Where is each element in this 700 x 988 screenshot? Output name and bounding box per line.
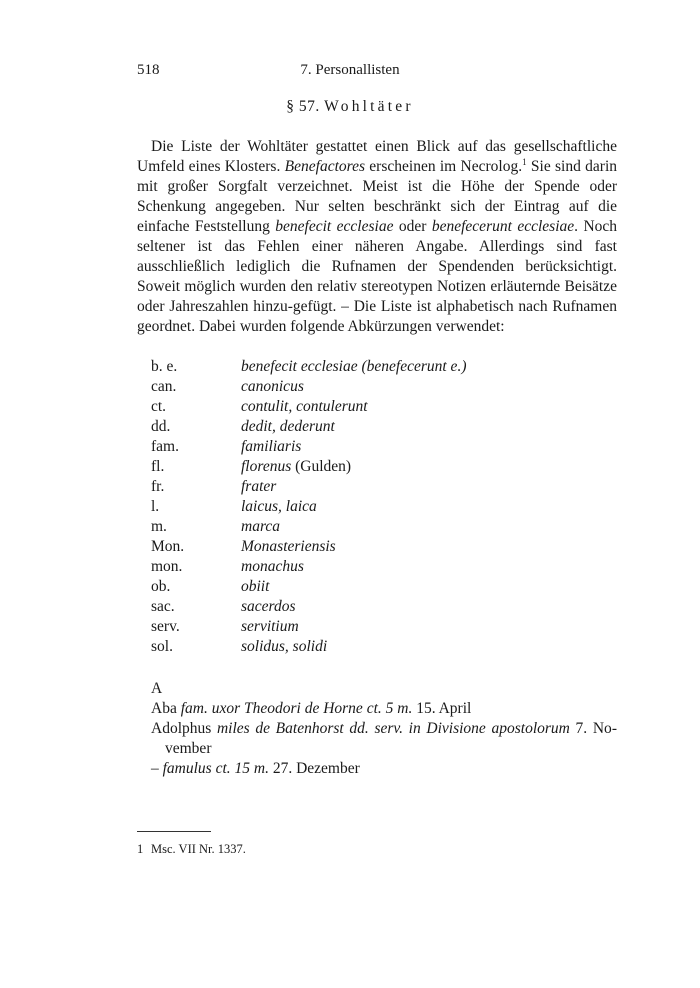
footnote-text: Msc. VII Nr. 1337.: [151, 842, 246, 856]
intro-text-5: . Noch seltener ist das Fehlen einer näheren Angabe. Allerdings sind fast ausschließlich lediglich die Rufnamen der Spendenden berücksichtigt. Soweit möglich wurden den relativ stereotypen Notizen erläuternde Beisätze oder Jahreszahlen hinzu-gefügt. – Die Liste ist alphabetisch nach Rufnamen geordnet. Dabei wurden folgende Abkürzungen verwendet:: [137, 218, 618, 335]
abbreviation-value: [241, 397, 368, 417]
abbreviation-key: serv.: [151, 618, 180, 635]
abbreviation-extra: (Gulden): [291, 458, 352, 475]
footnote: [137, 842, 246, 857]
intro-text-3: Sie sind darin mit großer Sorgfalt verzeichnet. Meist ist die Höhe der Spende oder Schenkung angegeben. Nur selten beschränkt sich der Eintrag auf die einfache Feststellung: [137, 158, 617, 235]
footnote-rule: [137, 831, 211, 832]
abbreviation-row: [151, 377, 621, 397]
benefactor-entry: [151, 759, 617, 779]
abbreviation-key: mon.: [151, 558, 183, 575]
abbreviation-row: [151, 497, 621, 517]
entry-description: miles de Batenhorst dd. serv. in Divisione apostolorum: [216, 720, 570, 737]
abbreviation-row: [151, 477, 621, 497]
abbreviation-value: [241, 357, 466, 377]
entry-date: 15. April: [412, 700, 472, 717]
abbreviation-row: [151, 537, 621, 557]
abbreviation-value: [241, 477, 276, 497]
entry-date: 27. Dezember: [268, 760, 360, 777]
abbreviation-value: [241, 597, 296, 617]
intro-italic-3: benefecerunt ecclesiae: [431, 218, 575, 235]
abbreviation-value-text: Monasteriensis: [241, 538, 336, 555]
abbreviation-value-text: servitium: [241, 618, 299, 635]
abbreviation-key: fr.: [151, 478, 165, 495]
abbreviation-key: ct.: [151, 398, 167, 415]
abbreviation-row: [151, 617, 621, 637]
abbreviation-key: Mon.: [151, 538, 185, 555]
footnote-number: 1: [137, 842, 144, 856]
letter-heading: A: [151, 680, 163, 697]
abbreviation-list: [151, 357, 621, 657]
intro-text-1: Die Liste der Wohltäter gestattet einen Blick auf das gesellschaftliche Umfeld eines Klosters.: [137, 138, 617, 175]
entry-name: –: [151, 760, 163, 777]
abbreviation-value-text: solidus, solidi: [241, 638, 328, 655]
section-title-text: Wohltäter: [324, 98, 414, 115]
abbreviation-row: [151, 397, 621, 417]
abbreviation-row: [151, 577, 621, 597]
abbreviation-value: [241, 637, 327, 657]
page-number: 518: [137, 62, 160, 78]
abbreviation-value-text: marca: [241, 518, 281, 535]
abbreviation-value-text: contulit, contulerunt: [241, 398, 368, 415]
abbreviation-key: b. e.: [151, 358, 178, 375]
abbreviation-value: [241, 417, 335, 437]
abbreviation-value: [241, 537, 336, 557]
abbreviation-value: [241, 577, 269, 597]
abbreviation-row: [151, 597, 621, 617]
abbreviation-row: [151, 437, 621, 457]
abbreviation-value: [241, 617, 299, 637]
abbreviation-value-text: familiaris: [241, 438, 302, 455]
intro-paragraph: [137, 137, 617, 337]
abbreviation-key: fam.: [151, 438, 179, 455]
intro-italic-2: benefecit ecclesiae: [275, 218, 394, 235]
abbreviation-value-text: frater: [241, 478, 277, 495]
abbreviation-value-text: dedit, dederunt: [241, 418, 335, 435]
abbreviation-value: [241, 557, 304, 577]
abbreviation-row: [151, 417, 621, 437]
intro-text-4: oder: [393, 218, 432, 235]
entry-date: 7. November: [165, 720, 617, 757]
abbreviation-key: ob.: [151, 578, 171, 595]
benefactor-entry: [151, 719, 617, 759]
benefactor-entries: [151, 699, 617, 779]
abbreviation-value-text: florenus: [241, 458, 292, 475]
abbreviation-key: sac.: [151, 598, 175, 615]
abbreviation-value: [241, 377, 304, 397]
abbreviation-key: m.: [151, 518, 167, 535]
abbreviation-row: [151, 517, 621, 537]
abbreviation-value-text: sacerdos: [241, 598, 296, 615]
abbreviation-value: [241, 497, 317, 517]
abbreviation-key: sol.: [151, 638, 173, 655]
abbreviation-value-text: laicus, laica: [241, 498, 317, 515]
abbreviation-row: [151, 457, 621, 477]
abbreviation-row: [151, 357, 621, 377]
intro-italic-1: Benefactores: [284, 158, 365, 175]
abbreviation-key: fl.: [151, 458, 165, 475]
abbreviation-key: dd.: [151, 418, 171, 435]
abbreviation-value-text: benefecit ecclesiae (benefecerunt e.): [241, 358, 467, 375]
entry-description: famulus ct. 15 m.: [162, 760, 269, 777]
running-head: 7. Personallisten: [300, 62, 400, 78]
abbreviation-value: [241, 457, 351, 477]
section-sign: § 57.: [286, 98, 320, 115]
section-title: [0, 98, 700, 116]
abbreviation-key: can.: [151, 378, 177, 395]
footnote-ref[interactable]: 1: [522, 157, 527, 167]
benefactor-entry: [151, 699, 617, 719]
intro-text-2: erscheinen im Necrolog.: [365, 158, 523, 175]
entry-description: fam. uxor Theodori de Horne ct. 5 m.: [180, 700, 413, 717]
abbreviation-row: [151, 637, 621, 657]
abbreviation-value: [241, 437, 301, 457]
abbreviation-value-text: monachus: [241, 558, 304, 575]
abbreviation-value-text: canonicus: [241, 378, 304, 395]
abbreviation-value-text: obiit: [241, 578, 270, 595]
abbreviation-row: [151, 557, 621, 577]
abbreviation-key: l.: [151, 498, 160, 515]
entry-name: Adolphus: [151, 720, 217, 737]
abbreviation-value: [241, 517, 280, 537]
entry-name: Aba: [151, 700, 181, 717]
